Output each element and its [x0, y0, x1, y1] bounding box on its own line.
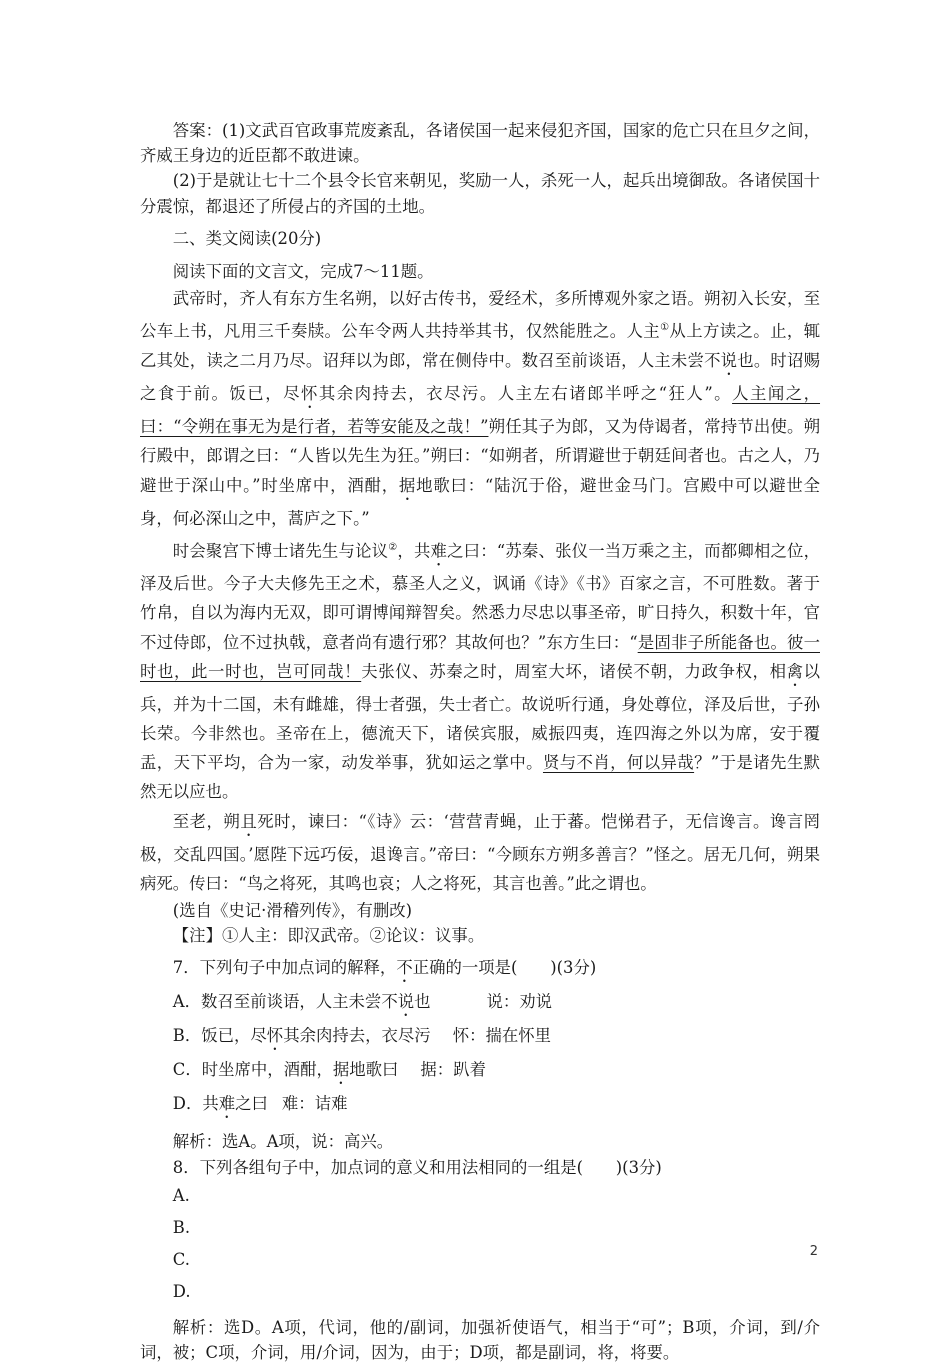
- question-7-options: [140, 986, 820, 1122]
- option-gloss: 难：诘难: [281, 1094, 348, 1114]
- passage-text: 其余肉持去，衣尽污。人主左右诸郎半呼之“狂人”。: [318, 384, 733, 404]
- reading-instruction: [140, 259, 820, 284]
- passage-text: 至老，朔: [172, 811, 241, 831]
- underlined-sentence: 是固非子所能备也。彼一时也，此一时也，岂可同哉！: [140, 632, 820, 681]
- option-text: C.: [172, 1249, 190, 1269]
- passage-notes: [140, 923, 820, 948]
- passage-text: 时会聚宫下博士诸先生与论议: [172, 541, 389, 561]
- underlined-sentence: 人主闻之，曰：“令朔在事无为是行者，若等安能及之哉！”: [140, 384, 821, 437]
- section-heading: [140, 226, 820, 251]
- option-d: [140, 1276, 820, 1308]
- passage-text: 也。时诏赐之食于前。饭已，尽: [140, 351, 821, 404]
- option-text: C．时坐席中，酒酣，: [172, 1060, 333, 1080]
- option-text: D.: [172, 1281, 191, 1301]
- answer-paragraph-2: [140, 168, 820, 218]
- document-body: [140, 118, 820, 1365]
- dotted-word: 怀: [300, 384, 319, 404]
- option-text: B.: [172, 1217, 191, 1237]
- option-text: 地歌曰: [349, 1060, 399, 1080]
- option-text: A.: [172, 1185, 190, 1205]
- passage-text: 之曰：“苏秦、张仪一当万乘之主，而都卿相之位，泽及后世。今子大夫修先王之术，慕圣人之义，讽诵《诗》《书》百家之言，不可胜数。著于竹帛，自以为海内无双，即可谓博闻辩智矣。然悉力尽忠以事圣帝，旷日持久，积数十年，官不过侍郎，位不过执戟，意者尚有遗行邪？其故何也？”东方生曰：“: [140, 541, 821, 652]
- footnote-marker: ②: [388, 541, 398, 553]
- option-gloss: 怀：揣在怀里: [452, 1026, 552, 1046]
- answer-text-1: 答案：(1)文武百官政事荒废紊乱，各诸侯国一起来侵犯齐国，国家的危亡只在旦夕之间，齐威王身边的近臣都不敢进谏。: [140, 121, 820, 166]
- question-text: 正确的一项是( )(3分): [412, 958, 597, 978]
- option-gloss: 据：趴着: [420, 1060, 486, 1080]
- dotted-word: 禽: [786, 661, 804, 681]
- passage-text: ？”于是诸先生默然无以应也。: [140, 753, 821, 802]
- page-number: 2: [809, 1244, 818, 1259]
- dotted-word: 据: [398, 475, 417, 495]
- question-7-stem: [140, 955, 820, 986]
- answer-text-2: (2)于是就让七十二个县令长官来朝见，奖励一人，杀死一人，起兵出境御敌。各诸侯国十分震惊，都退还了所侵占的齐国的土地。: [140, 171, 820, 216]
- option-text: 之曰: [235, 1094, 268, 1114]
- question-7-analysis: [140, 1129, 820, 1154]
- passage-text: 武帝时，齐人有东方生名朔，以好古传书，爱经术，多所博观外家之语。朔初入长安，至公车上书，凡用三千奏牍。公车令两人共持举其书，仅然能胜之。人主: [140, 289, 820, 341]
- dotted-word: 说: [397, 992, 415, 1012]
- reading-instruction-text: 阅读下面的文言文，完成7～11题。: [172, 262, 434, 282]
- question-text: 8．下列各组句子中，加点词的意义和用法相同的一组是( )(3分): [172, 1157, 662, 1177]
- option-c: [140, 1244, 820, 1276]
- analysis-text: 解析：选A。A项，说：高兴。: [172, 1132, 394, 1152]
- option-gloss: 说：劝说: [486, 992, 553, 1012]
- passage-text: 从上方读之。止，辄乙其处，读之二月乃尽。诏拜以为郎，常在侧侍中。数召至前谈语，人主未尝不: [140, 321, 821, 371]
- question-8-stem: [140, 1155, 820, 1180]
- dotted-word: 难: [218, 1094, 236, 1114]
- passage-paragraph-1: [140, 284, 820, 532]
- option-d: [140, 1088, 820, 1122]
- section-heading-text: 二、类文阅读(20分): [172, 228, 322, 248]
- question-text: 7．下列句子中加点词的解释，: [172, 958, 397, 978]
- answer-paragraph-1: [140, 118, 820, 168]
- passage-text: 以兵，并为十二国，未有雌雄，得士者强，失士者亡。故说听行通，身处尊位，泽及后世，子孙长荣。今非然也。圣帝在上，德流天下，诸侯宾服，威振四夷，连四海之外以为席，安于覆盂，天下平均，合为一家，动发举事，犹如运之掌中。: [140, 661, 820, 773]
- option-b: [140, 1020, 820, 1054]
- option-a: [140, 1180, 820, 1212]
- dotted-word: 不: [396, 958, 413, 978]
- option-text: 其余肉持去，衣尽污: [283, 1026, 431, 1046]
- passage-text: 朔任其子为郎，又为侍谒者，常持节出使。朔行殿中，郎谓之曰：“人皆以先生为狂。”朔曰：“如朔者，所谓避世于朝廷间者也。古之人，乃避世于深山中。”时坐席中，酒酣，: [140, 417, 820, 495]
- passage-paragraph-3: [140, 807, 820, 898]
- option-text: 也: [414, 992, 431, 1012]
- passage-text: 地歌曰：“陆沉于俗，避世金马门。宫殿中可以避世全身，何必深山之中，蒿庐之下。”: [140, 475, 820, 528]
- notes-text: 【注】①人主：即汉武帝。②论议：议事。: [172, 926, 485, 946]
- option-text: D．共: [172, 1094, 219, 1114]
- passage-source: [140, 898, 820, 923]
- option-text: B．饭已，尽: [172, 1026, 267, 1046]
- analysis-text: 解析：选D。A项，代词，他的/副词，加强祈使语气，相当于“可”；B项，介词，到/介词，被；C项，介词，用/介词，因为，由于；D项，都是副词，将，将要。: [140, 1317, 820, 1363]
- passage-text: ，共: [397, 541, 431, 561]
- dotted-word: 难: [430, 541, 448, 561]
- dotted-word: 据: [332, 1060, 350, 1080]
- question-8-options: [140, 1180, 820, 1308]
- footnote-marker: ①: [660, 322, 670, 334]
- classical-passage: [140, 284, 820, 898]
- option-c: [140, 1054, 820, 1088]
- dotted-word: 说: [720, 351, 738, 371]
- question-8-analysis: [140, 1315, 820, 1365]
- underlined-sentence: 贤与不肖，何以异哉: [542, 753, 695, 773]
- passage-paragraph-2: [140, 533, 820, 807]
- passage-text: 死时，谏曰：“《诗》云：‘营营青蝇，止于蕃。恺悌君子，无信谗言。谗言罔极，交乱四国。’愿陛下远巧佞，退谗言。”帝曰：“今顾东方朔多善言？”怪之。居无几何，朔果病死。传曰：“鸟之将死，其鸣也哀；人之将死，其言也善。”此之谓也。: [140, 811, 821, 893]
- dotted-word: 且: [240, 811, 258, 831]
- source-text: (选自《史记·滑稽列传》，有删改): [172, 901, 413, 920]
- option-a: [140, 986, 820, 1020]
- dotted-word: 怀: [266, 1026, 284, 1046]
- passage-text: 夫张仪、苏秦之时，周室大坏，诸侯不朝，力政争权，相: [361, 661, 787, 681]
- option-text: A．数召至前谈语，人主未尝不: [172, 992, 398, 1012]
- option-b: [140, 1212, 820, 1244]
